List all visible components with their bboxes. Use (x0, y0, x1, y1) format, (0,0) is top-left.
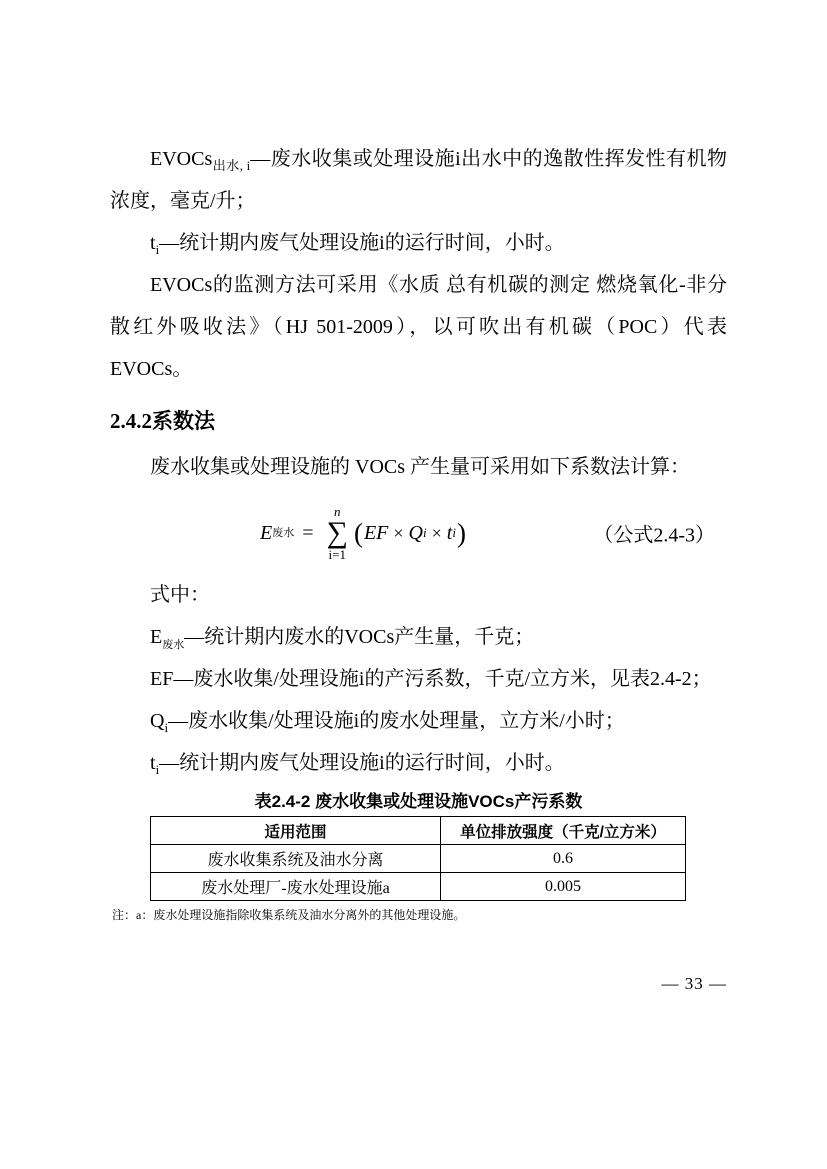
definition-ef: EF—废水收集/处理设施i的产污系数，千克/立方米，见表2.4-2； (150, 668, 712, 690)
definition-text: —统计期内废水的VOCs产生量，千克； (184, 626, 535, 648)
times-sign: × (393, 522, 404, 543)
paragraph-monitoring-method: EVOCs的监测方法可采用《水质 总有机碳的测定 燃烧氧化-非分散红外吸收法》（HJ 501-2009），以可吹出有机碳（POC）代表EVOCs。 (110, 274, 727, 380)
times-sign: × (431, 522, 442, 543)
close-paren: ) (456, 517, 466, 548)
term-t-subscript: i (155, 242, 160, 257)
table-row (151, 873, 686, 901)
formula-number-label: （公式2.4-3） (593, 524, 715, 547)
table-cell-value: 0.6 (441, 845, 686, 873)
paragraph-evocs-outflow-definition (110, 138, 727, 222)
term-t-subscript: i (155, 762, 160, 777)
sigma-icon: ∑ (326, 515, 348, 549)
term-e-subscript: 废水 (162, 639, 185, 651)
paragraph-text: —废水收集或处理设施i出水中的逸散性挥发性有机物浓度，毫克/升； (110, 148, 727, 212)
table-header-scope: 适用范围 (151, 817, 441, 845)
voc-coefficient-table (150, 816, 686, 901)
summation-lower-limit: i=1 (328, 546, 346, 562)
table-cell-value: 0.005 (441, 873, 686, 901)
paragraph-ti-definition (110, 222, 727, 264)
table-row (151, 845, 686, 873)
term-t: t (150, 232, 156, 254)
table-cell-scope: 废水处理厂-废水处理设施a (151, 873, 441, 901)
term-e: E (150, 626, 163, 648)
where-label: 式中： (150, 584, 210, 606)
summation-upper-limit: n (333, 503, 341, 519)
formula-expression: E 废水 = n ∑ i=1 ( EF × Q i × t i ) (260, 503, 466, 562)
summation-symbol (327, 505, 348, 562)
definition-qi (110, 700, 727, 742)
table-cell-scope: 废水收集系统及油水分离 (151, 845, 441, 873)
formula-term-ef: EF (363, 521, 389, 544)
page-number: — 33 — (661, 974, 727, 993)
definition-e-wastewater (110, 616, 727, 658)
formula-lhs: E (260, 521, 273, 544)
term-evocs: EVOCs (150, 148, 213, 170)
term-evocs-subscript: 出水, i (212, 158, 251, 173)
section-heading-2-4-2: 2.4.2系数法 (110, 409, 215, 433)
term-q: Q (150, 710, 165, 732)
open-paren: ( (353, 517, 363, 548)
formula-term-q: Q (408, 521, 423, 544)
definition-text: —废水收集/处理设施i的废水处理量，立方米/小时； (168, 710, 625, 732)
equals-sign: = (302, 521, 314, 544)
term-t: t (150, 752, 156, 774)
formula-term-t: t (446, 521, 453, 544)
paragraph-text: —统计期内废气处理设施i的运行时间，小时。 (159, 232, 565, 254)
table-header-intensity: 单位排放强度（千克/立方米） (441, 817, 686, 845)
definition-ti (110, 742, 727, 784)
table-footnote: 注：a：废水处理设施指除收集系统及油水分离外的其他处理设施。 (112, 908, 466, 922)
formula-2-4-3 (110, 498, 727, 568)
paragraph-coefficient-method-intro: 废水收集或处理设施的 VOCs 产生量可采用如下系数法计算： (150, 456, 691, 478)
table-header-row (151, 817, 686, 845)
term-q-subscript: i (164, 720, 169, 735)
table-caption: 表2.4-2 废水收集或处理设施VOCs产污系数 (254, 792, 583, 811)
definition-text: —统计期内废气处理设施i的运行时间，小时。 (159, 752, 565, 774)
